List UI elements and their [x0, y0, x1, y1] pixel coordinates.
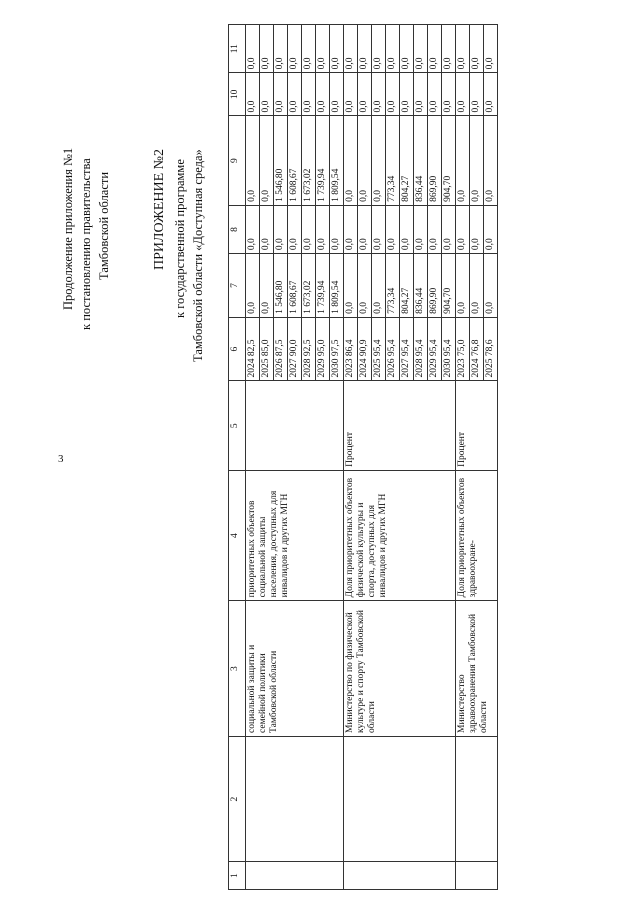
- cell-value: 0,0: [484, 254, 498, 318]
- cell-year-value: 95,4: [415, 339, 425, 359]
- cell-value: 0,0: [316, 205, 330, 253]
- cell-year: 2030 95,4: [442, 317, 456, 381]
- cell-year-value: 95,0: [317, 339, 327, 359]
- cell-number: [456, 862, 498, 890]
- cell-value: 0,0: [344, 205, 358, 253]
- cell-value: 773,34: [386, 254, 400, 318]
- cell-value: 1 546,80: [274, 116, 288, 205]
- cell-ministry: Министерство здравоохранения Тамбовской области: [456, 601, 498, 737]
- cell-value: 869,90: [428, 116, 442, 205]
- cell-value: 0,0: [456, 116, 470, 205]
- heading-line-3: Тамбовской области: [97, 171, 111, 280]
- cell-year: 2028 92,5: [302, 317, 316, 381]
- cell-year: 2027 95,4: [400, 317, 414, 381]
- cell-value: 0,0: [456, 25, 470, 73]
- cell-year: 2024 76,8: [470, 317, 484, 381]
- column-header: 11: [229, 25, 246, 73]
- cell-value: 0,0: [260, 116, 274, 205]
- cell-year-value: 78,6: [485, 339, 495, 359]
- cell-value: 0,0: [484, 25, 498, 73]
- heading-line-1: Продолжение приложения №1: [61, 147, 75, 310]
- cell-value: 0,0: [456, 73, 470, 116]
- cell-year: 2025 85,0: [260, 317, 274, 381]
- cell-value: 0,0: [470, 116, 484, 205]
- cell-value: 0,0: [330, 73, 344, 116]
- column-header: 10: [229, 73, 246, 116]
- cell-year: 2024 82,5: [246, 317, 260, 381]
- cell-year-value: 95,4: [373, 339, 383, 359]
- cell-year: 2023 86,4: [344, 317, 358, 381]
- cell-value: 0,0: [400, 25, 414, 73]
- cell-year-value: 75,0: [457, 339, 467, 359]
- cell-year: 2028 95,4: [414, 317, 428, 381]
- cell-value: 0,0: [428, 25, 442, 73]
- cell-program: [456, 736, 498, 861]
- cell-value: 836,44: [414, 116, 428, 205]
- cell-value: 0,0: [358, 25, 372, 73]
- column-header: 7: [229, 254, 246, 318]
- cell-year-value: 95,4: [401, 339, 411, 359]
- cell-value: 0,0: [372, 73, 386, 116]
- cell-value: 0,0: [470, 25, 484, 73]
- cell-value: 0,0: [274, 205, 288, 253]
- cell-value: 904,70: [442, 116, 456, 205]
- cell-value: 1 546,80: [274, 254, 288, 318]
- cell-unit: [246, 381, 344, 470]
- cell-value: 0,0: [484, 73, 498, 116]
- cell-value: 0,0: [414, 205, 428, 253]
- cell-value: 0,0: [372, 25, 386, 73]
- appendix-subtitle-2: Тамбовской области «Доступная среда»: [191, 149, 205, 362]
- cell-unit: Процент: [344, 381, 456, 470]
- cell-value: 0,0: [260, 25, 274, 73]
- cell-value: 0,0: [400, 205, 414, 253]
- cell-year: 2026 87,5: [274, 317, 288, 381]
- cell-value: 0,0: [288, 73, 302, 116]
- cell-value: 0,0: [274, 73, 288, 116]
- table-row: [456, 25, 470, 890]
- cell-number: [246, 862, 344, 890]
- cell-year-value: 97,5: [331, 339, 341, 359]
- cell-value: 0,0: [246, 73, 260, 116]
- cell-unit: Процент: [456, 381, 498, 470]
- cell-value: 0,0: [372, 254, 386, 318]
- cell-value: 1 739,94: [316, 254, 330, 318]
- cell-value: 0,0: [470, 254, 484, 318]
- cell-value: 0,0: [274, 25, 288, 73]
- document-heading: [60, 40, 220, 400]
- cell-value: 0,0: [456, 254, 470, 318]
- cell-value: 0,0: [302, 73, 316, 116]
- cell-value: 0,0: [246, 116, 260, 205]
- cell-year-value: 85,0: [261, 339, 271, 359]
- cell-value: 0,0: [358, 116, 372, 205]
- column-header: 5: [229, 381, 246, 470]
- cell-value: 0,0: [372, 205, 386, 253]
- cell-value: 0,0: [344, 73, 358, 116]
- cell-year: 2026 95,4: [386, 317, 400, 381]
- cell-value: 0,0: [442, 205, 456, 253]
- cell-value: 1 608,67: [288, 116, 302, 205]
- cell-value: 804,27: [400, 116, 414, 205]
- table-header-row: [229, 25, 246, 890]
- cell-year-value: 90,0: [289, 339, 299, 359]
- cell-year-value: 86,4: [345, 339, 355, 359]
- cell-value: 0,0: [288, 205, 302, 253]
- cell-value: 0,0: [386, 73, 400, 116]
- cell-value: 0,0: [372, 116, 386, 205]
- cell-value: 0,0: [470, 73, 484, 116]
- cell-value: 0,0: [302, 205, 316, 253]
- cell-value: 0,0: [470, 205, 484, 253]
- cell-value: 773,34: [386, 116, 400, 205]
- cell-year-value: 76,8: [471, 339, 481, 359]
- table-row: [344, 25, 358, 890]
- cell-value: 1 673,02: [302, 116, 316, 205]
- column-header: 4: [229, 470, 246, 600]
- cell-value: 0,0: [288, 25, 302, 73]
- cell-value: 0,0: [386, 205, 400, 253]
- cell-year-value: 87,5: [275, 339, 285, 359]
- table-row: [246, 25, 260, 890]
- cell-indicator: приоритетных объектов социальной защиты населения, доступных для инвалидов и других МГН: [246, 470, 344, 600]
- cell-value: 1 608,67: [288, 254, 302, 318]
- cell-value: 0,0: [246, 25, 260, 73]
- cell-value: 0,0: [344, 116, 358, 205]
- cell-value: 0,0: [260, 254, 274, 318]
- column-header: 1: [229, 862, 246, 890]
- program-table: [228, 24, 498, 890]
- cell-year: 2025 95,4: [372, 317, 386, 381]
- cell-year-value: 92,5: [303, 339, 313, 359]
- cell-year-value: 95,4: [429, 339, 439, 359]
- cell-year: 2027 90,0: [288, 317, 302, 381]
- cell-value: 0,0: [344, 254, 358, 318]
- heading-line-2: к постановлению правительства: [79, 158, 93, 330]
- cell-value: 0,0: [358, 205, 372, 253]
- cell-year-value: 95,4: [387, 339, 397, 359]
- cell-year-value: 82,5: [247, 339, 257, 359]
- cell-year: 2024 90,9: [358, 317, 372, 381]
- cell-year: 2025 78,6: [484, 317, 498, 381]
- cell-value: 0,0: [358, 254, 372, 318]
- cell-value: 0,0: [260, 205, 274, 253]
- appendix-title: ПРИЛОЖЕНИЕ №2: [152, 149, 167, 270]
- cell-value: 0,0: [414, 25, 428, 73]
- cell-value: 0,0: [358, 73, 372, 116]
- cell-program: [344, 736, 456, 861]
- cell-value: 904,70: [442, 254, 456, 318]
- cell-value: 0,0: [484, 205, 498, 253]
- cell-number: [344, 862, 456, 890]
- cell-value: 0,0: [414, 73, 428, 116]
- cell-year: 2029 95,4: [428, 317, 442, 381]
- cell-value: 0,0: [456, 205, 470, 253]
- cell-value: 0,0: [246, 205, 260, 253]
- appendix-subtitle-1: к государственной программе: [173, 159, 187, 318]
- cell-value: 0,0: [344, 25, 358, 73]
- cell-value: 1 809,54: [330, 116, 344, 205]
- cell-value: 0,0: [302, 25, 316, 73]
- cell-ministry: Министерство по физической культуре и спорту Тамбовской области: [344, 601, 456, 737]
- cell-ministry: социальной защиты и семейной политики Тамбовской области: [246, 601, 344, 737]
- column-header: 9: [229, 116, 246, 205]
- cell-value: 0,0: [316, 25, 330, 73]
- column-header: 6: [229, 317, 246, 381]
- column-header: 3: [229, 601, 246, 737]
- cell-value: 0,0: [428, 205, 442, 253]
- page-number: 3: [58, 453, 64, 465]
- cell-year: 2030 97,5: [330, 317, 344, 381]
- cell-value: 0,0: [316, 73, 330, 116]
- table-body: [246, 25, 498, 890]
- cell-value: 0,0: [330, 205, 344, 253]
- cell-value: 0,0: [484, 116, 498, 205]
- cell-value: 836,44: [414, 254, 428, 318]
- cell-value: 0,0: [330, 25, 344, 73]
- cell-value: 0,0: [260, 73, 274, 116]
- cell-year: 2023 75,0: [456, 317, 470, 381]
- cell-value: 804,27: [400, 254, 414, 318]
- cell-year: 2029 95,0: [316, 317, 330, 381]
- cell-value: 0,0: [428, 73, 442, 116]
- cell-indicator: Доля приоритетных объектов физической культуры и спорта, доступных для инвалидов и других МГН: [344, 470, 456, 600]
- cell-value: 0,0: [442, 25, 456, 73]
- cell-value: 1 673,02: [302, 254, 316, 318]
- cell-value: 0,0: [442, 73, 456, 116]
- column-header: 8: [229, 205, 246, 253]
- column-header: 2: [229, 736, 246, 861]
- cell-program: [246, 736, 344, 861]
- cell-value: 0,0: [386, 25, 400, 73]
- cell-value: 0,0: [400, 73, 414, 116]
- cell-year-value: 90,9: [359, 339, 369, 359]
- cell-indicator: Доля приоритетных объектов здравоохране-: [456, 470, 498, 600]
- cell-value: 1 739,94: [316, 116, 330, 205]
- cell-value: 1 809,54: [330, 254, 344, 318]
- cell-value: 869,90: [428, 254, 442, 318]
- cell-year-value: 95,4: [443, 339, 453, 359]
- cell-value: 0,0: [246, 254, 260, 318]
